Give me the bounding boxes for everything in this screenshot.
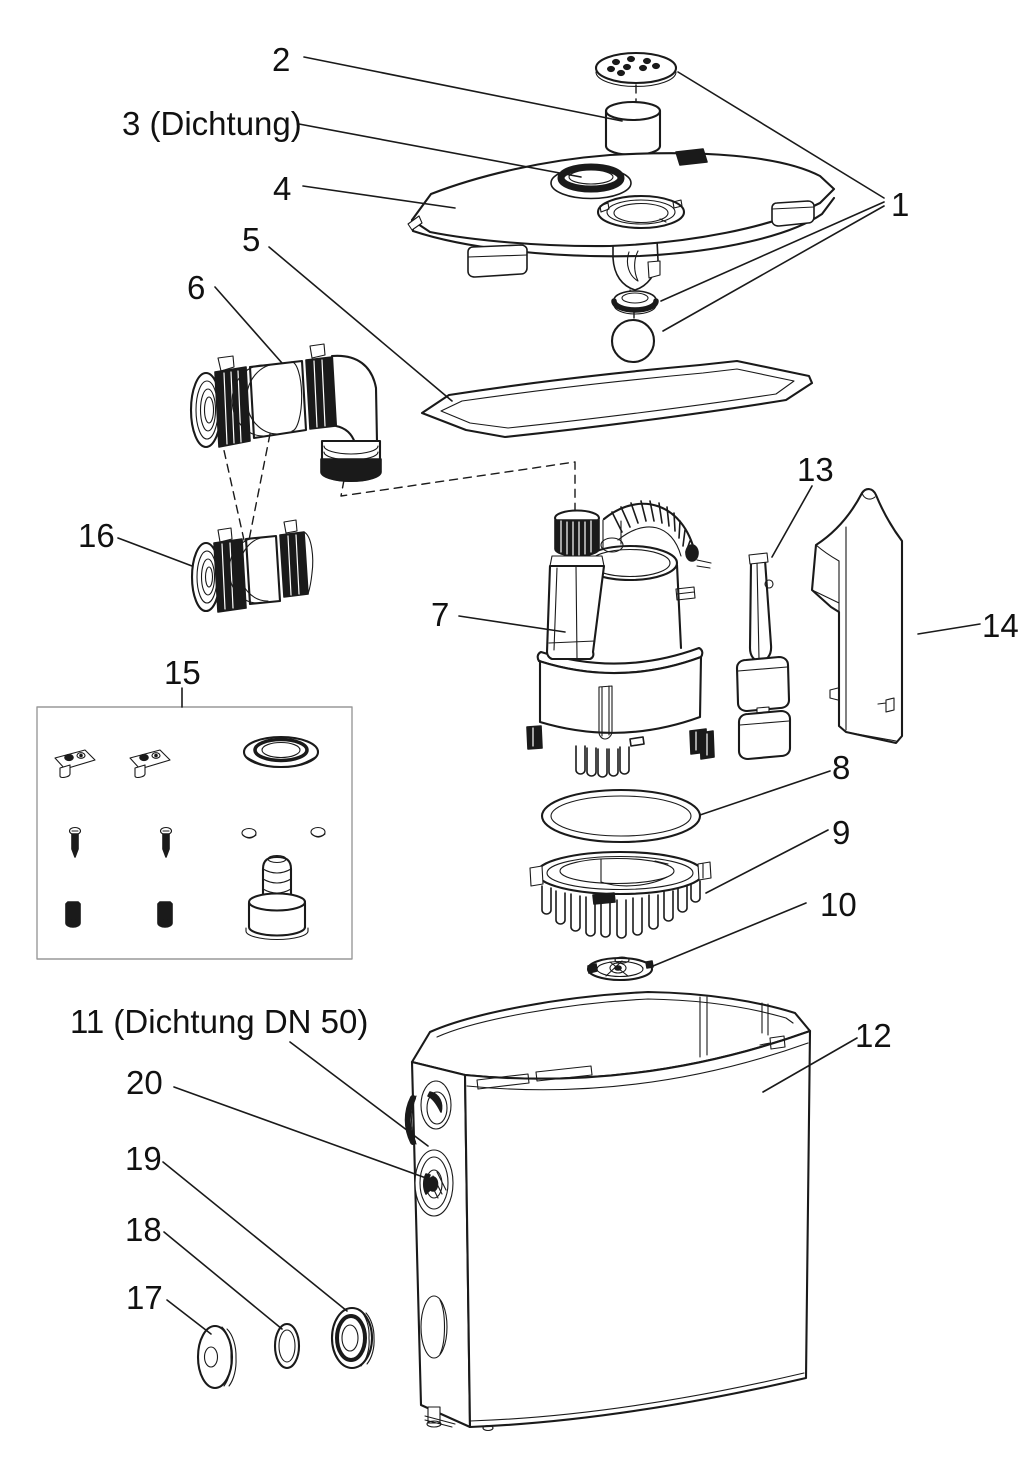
label-part-13: 13 (797, 451, 834, 488)
cap-part-17 (198, 1326, 236, 1388)
label-part-4: 4 (273, 170, 292, 207)
leader-20 (174, 1087, 426, 1178)
kit-clip-b (130, 750, 170, 777)
lid-collar-opening (598, 196, 684, 228)
leader-18 (164, 1232, 282, 1329)
valve-seat-ring (614, 291, 656, 314)
label-part-12: 12 (855, 1017, 892, 1054)
lid-marking (676, 149, 707, 165)
label-part-15: 15 (164, 654, 201, 691)
label-part-14: 14 (982, 607, 1019, 644)
leader-2 (304, 57, 622, 121)
label-part-2: 2 (272, 41, 291, 78)
fit-guides-dashed (221, 434, 575, 540)
label-part-1: 1 (891, 186, 910, 223)
seal-part-3 (551, 167, 631, 199)
kit-cap-a (242, 829, 256, 839)
inlet-port-part-20 (415, 1150, 453, 1216)
kit-dowel-b (158, 902, 172, 927)
tank-part-12 (408, 992, 810, 1431)
leader-6 (215, 287, 282, 363)
float-valve-under-lid (613, 240, 660, 297)
flat-gasket-part-5 (422, 361, 812, 437)
leader-16 (118, 538, 192, 566)
o-ring-part-8 (542, 790, 700, 842)
label-part-5: 5 (242, 221, 261, 258)
leader-8 (700, 771, 830, 815)
cover-part-14 (812, 489, 902, 743)
label-part-6: 6 (187, 269, 206, 306)
label-part-8: 8 (832, 749, 851, 786)
leader-9 (706, 830, 828, 893)
vent-cap (596, 53, 676, 86)
kit-flanged-ring (244, 737, 318, 768)
label-part-9: 9 (832, 814, 851, 851)
grommet-part-19 (332, 1308, 374, 1368)
tank-top-port (421, 1081, 451, 1129)
float-switch-part-13 (737, 553, 790, 759)
label-part-11: 11 (Dichtung DN 50) (70, 1003, 369, 1040)
label-part-18: 18 (125, 1211, 162, 1248)
kit-dowel-a (66, 902, 80, 927)
label-part-10: 10 (820, 886, 857, 923)
kit-cap-b (311, 828, 325, 838)
kit-screw-a (70, 828, 81, 858)
strainer-basket-part-9 (530, 852, 711, 938)
leader-14 (918, 624, 980, 634)
pump-part-7 (527, 501, 714, 777)
elbow-connector-part-6 (191, 344, 381, 482)
filter-cartridge-part-2 (606, 102, 660, 155)
lid-clip-right (772, 201, 814, 226)
label-part-19: 19 (125, 1140, 162, 1177)
check-ball (612, 320, 654, 362)
pump-feet (576, 737, 644, 777)
label-part-3: 3 (Dichtung) (122, 105, 302, 142)
label-part-17: 17 (126, 1279, 163, 1316)
lid-clip-left (468, 245, 527, 277)
impeller-cover-part-10 (588, 957, 653, 980)
leader-19 (163, 1162, 347, 1311)
leader-10 (653, 903, 806, 966)
mounting-kit-part-15 (37, 707, 352, 959)
leader-11 (290, 1042, 428, 1146)
o-ring-part-18 (275, 1324, 299, 1368)
kit-hose-barb (246, 856, 308, 940)
hose-coupling-part-16 (192, 520, 313, 612)
label-part-7: 7 (431, 596, 450, 633)
kit-screw-b (161, 828, 172, 858)
leader-3 (299, 124, 581, 177)
label-part-20: 20 (126, 1064, 163, 1101)
leader-13 (772, 486, 812, 557)
label-part-16: 16 (78, 517, 115, 554)
kit-clip-a (55, 750, 95, 777)
leader-17 (167, 1300, 211, 1334)
